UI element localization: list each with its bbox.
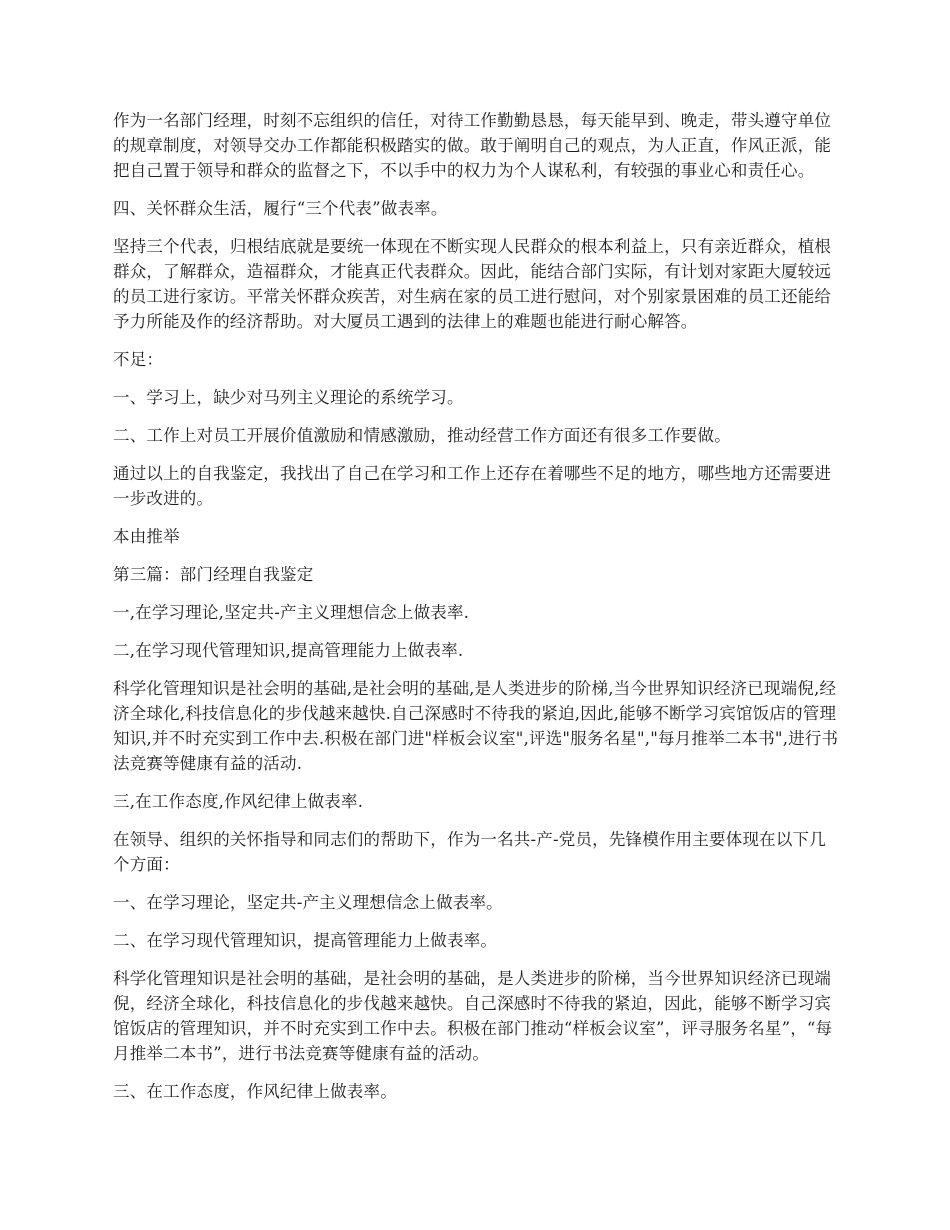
paragraph: 通过以上的自我鉴定，我找出了自己在学习和工作上还存在着哪些不足的地方，哪些地方还需要进一步改进的。 xyxy=(113,464,832,508)
document-body xyxy=(113,108,841,1117)
paragraph: 科学化管理知识是社会明的基础,是社会明的基础,是人类进步的阶梯,当今世界知识经济已现端倪,经济全球化,科技信息化的步伐越来越快.自己深感时不待我的紧迫,因此,能够不断学习宾馆饭店的管理知识,并不时充实到工作中去.积极在部门进"样板会议室",评选"服务名星","每月推举二本书",进行书法竞赛等健康有益的活动. xyxy=(113,679,839,773)
paragraph: 科学化管理知识是社会明的基础，是社会明的基础，是人类进步的阶梯，当今世界知识经济已现端倪，经济全球化，科技信息化的步伐越来越快。自己深感时不待我的紧迫，因此，能够不断学习宾馆饭店的管理知识，并不时充实到工作中去。积极在部门推动“样板会议室”，评寻服务名星”，“每月推举二本书”，进行书法竞赛等健康有益的活动。 xyxy=(113,969,833,1063)
list-item: 一、在学习理论，坚定共-产主义理想信念上做表率。 xyxy=(113,893,503,912)
list-item: 二,在学习现代管理知识,提高管理能力上做表率. xyxy=(113,641,464,660)
paragraph: 坚持三个代表，归根结底就是要统一体现在不断实现人民群众的根本利益上，只有亲近群众，植根群众，了解群众，造福群众，才能真正代表群众。因此，能结合部门实际，有计划对家距大厦较远的员工进行家访。平常关怀群众疾苦，对生病在家的员工进行慰问，对个别家景困难的员工还能给予力所能及作的经济帮助。对大厦员工遇到的法律上的难题也能进行耐心解答。 xyxy=(113,237,832,331)
list-item: 三,在工作态度,作风纪律上做表率. xyxy=(113,792,364,811)
list-item: 一、学习上，缺少对马列主义理论的系统学习。 xyxy=(113,388,464,407)
paragraph: 在领导、组织的关怀指导和同志们的帮助下，作为一名共-产-党员，先锋模作用主要体现在以下几个方面： xyxy=(113,830,826,874)
paragraph: 本由推举 xyxy=(113,527,180,546)
section-heading: 四、关怀群众生活，履行“三个代表”做表率。 xyxy=(113,199,448,218)
list-item: 二、工作上对员工开展价值激励和情感激励，推动经营工作方面还有很多工作要做。 xyxy=(113,426,731,445)
section-heading: 不足： xyxy=(113,350,164,369)
paragraph: 作为一名部门经理，时刻不忘组织的信任，对待工作勤勤恳恳，每天能早到、晚走，带头遵守单位的规章制度，对领导交办工作都能积极踏实的做。敢于阐明自己的观点，为人正直，作风正派，能把自己置于领导和群众的监督之下，不以手中的权力为个人谋私利，有较强的事业心和责任心。 xyxy=(113,111,832,180)
list-item: 三、在工作态度，作风纪律上做表率。 xyxy=(113,1082,397,1101)
list-item: 一,在学习理论,坚定共-产主义理想信念上做表率. xyxy=(113,603,470,622)
list-item: 二、在学习现代管理知识，提高管理能力上做表率。 xyxy=(113,931,498,950)
article-title: 第三篇：部门经理自我鉴定 xyxy=(113,565,314,584)
